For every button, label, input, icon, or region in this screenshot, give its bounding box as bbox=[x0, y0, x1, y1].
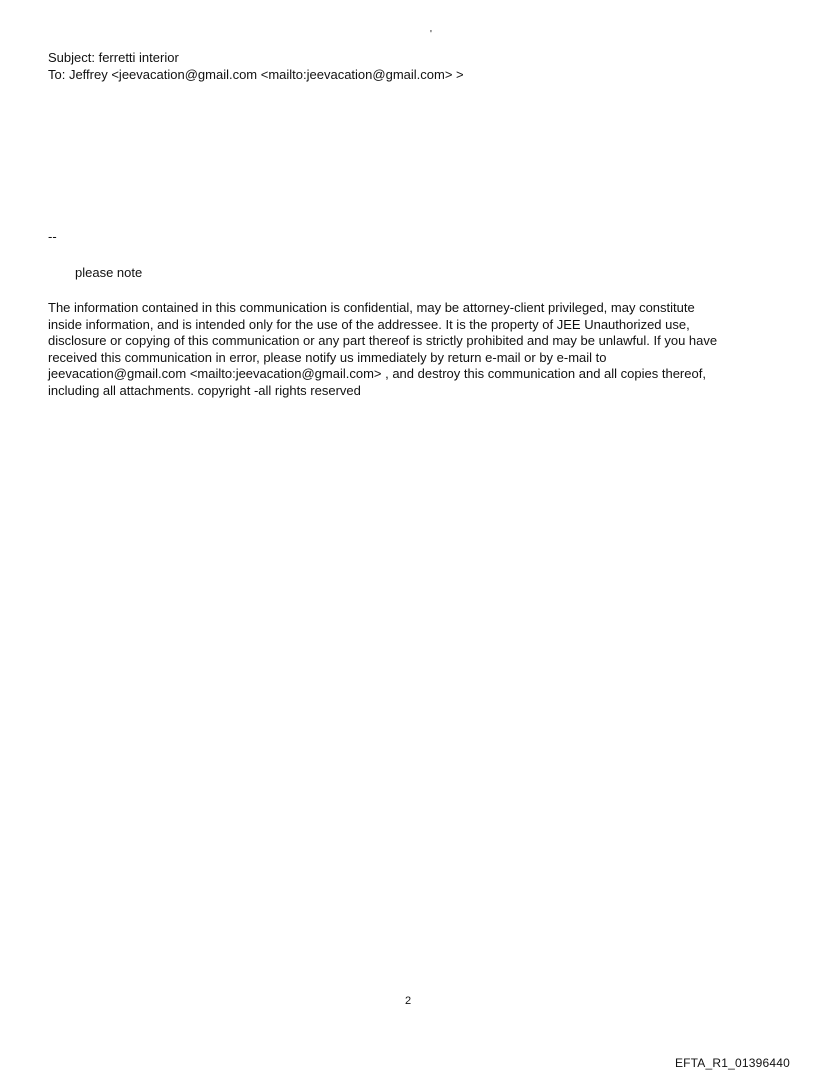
disclaimer-line: including all attachments. copyright -all rights reserved bbox=[48, 382, 361, 398]
disclaimer-line: inside information, and is intended only for the use of the addressee. It is the property of JEE Unauthorized use, bbox=[48, 316, 690, 332]
please-note-text: please note bbox=[75, 265, 143, 280]
disclaimer-line: disclosure or copying of this communication or any part thereof is strictly prohibited and may be unlawful. If you have bbox=[48, 333, 718, 348]
to-line: To: Jeffrey <jeevacation@gmail.com <mailto:jeevacation@gmail.com> > bbox=[48, 67, 464, 82]
top-mark: ' bbox=[430, 29, 432, 40]
email-header bbox=[48, 49, 464, 83]
page-number: 2 bbox=[404, 995, 412, 1007]
subject-line: Subject: ferretti interior bbox=[48, 50, 179, 65]
bates-number: EFTA_R1_01396440 bbox=[674, 1056, 790, 1070]
disclaimer-line: jeevacation@gmail.com <mailto:jeevacation@gmail.com> , and destroy this communication and all copies thereof, bbox=[48, 366, 706, 381]
disclaimer-line: The information contained in this communication is confidential, may be attorney-client privileged, may constitute bbox=[48, 300, 695, 315]
confidentiality-disclaimer bbox=[48, 300, 763, 399]
disclaimer-line: received this communication in error, please notify us immediately by return e-mail or by e-mail to bbox=[48, 349, 607, 365]
signature-separator: -- bbox=[48, 229, 57, 244]
